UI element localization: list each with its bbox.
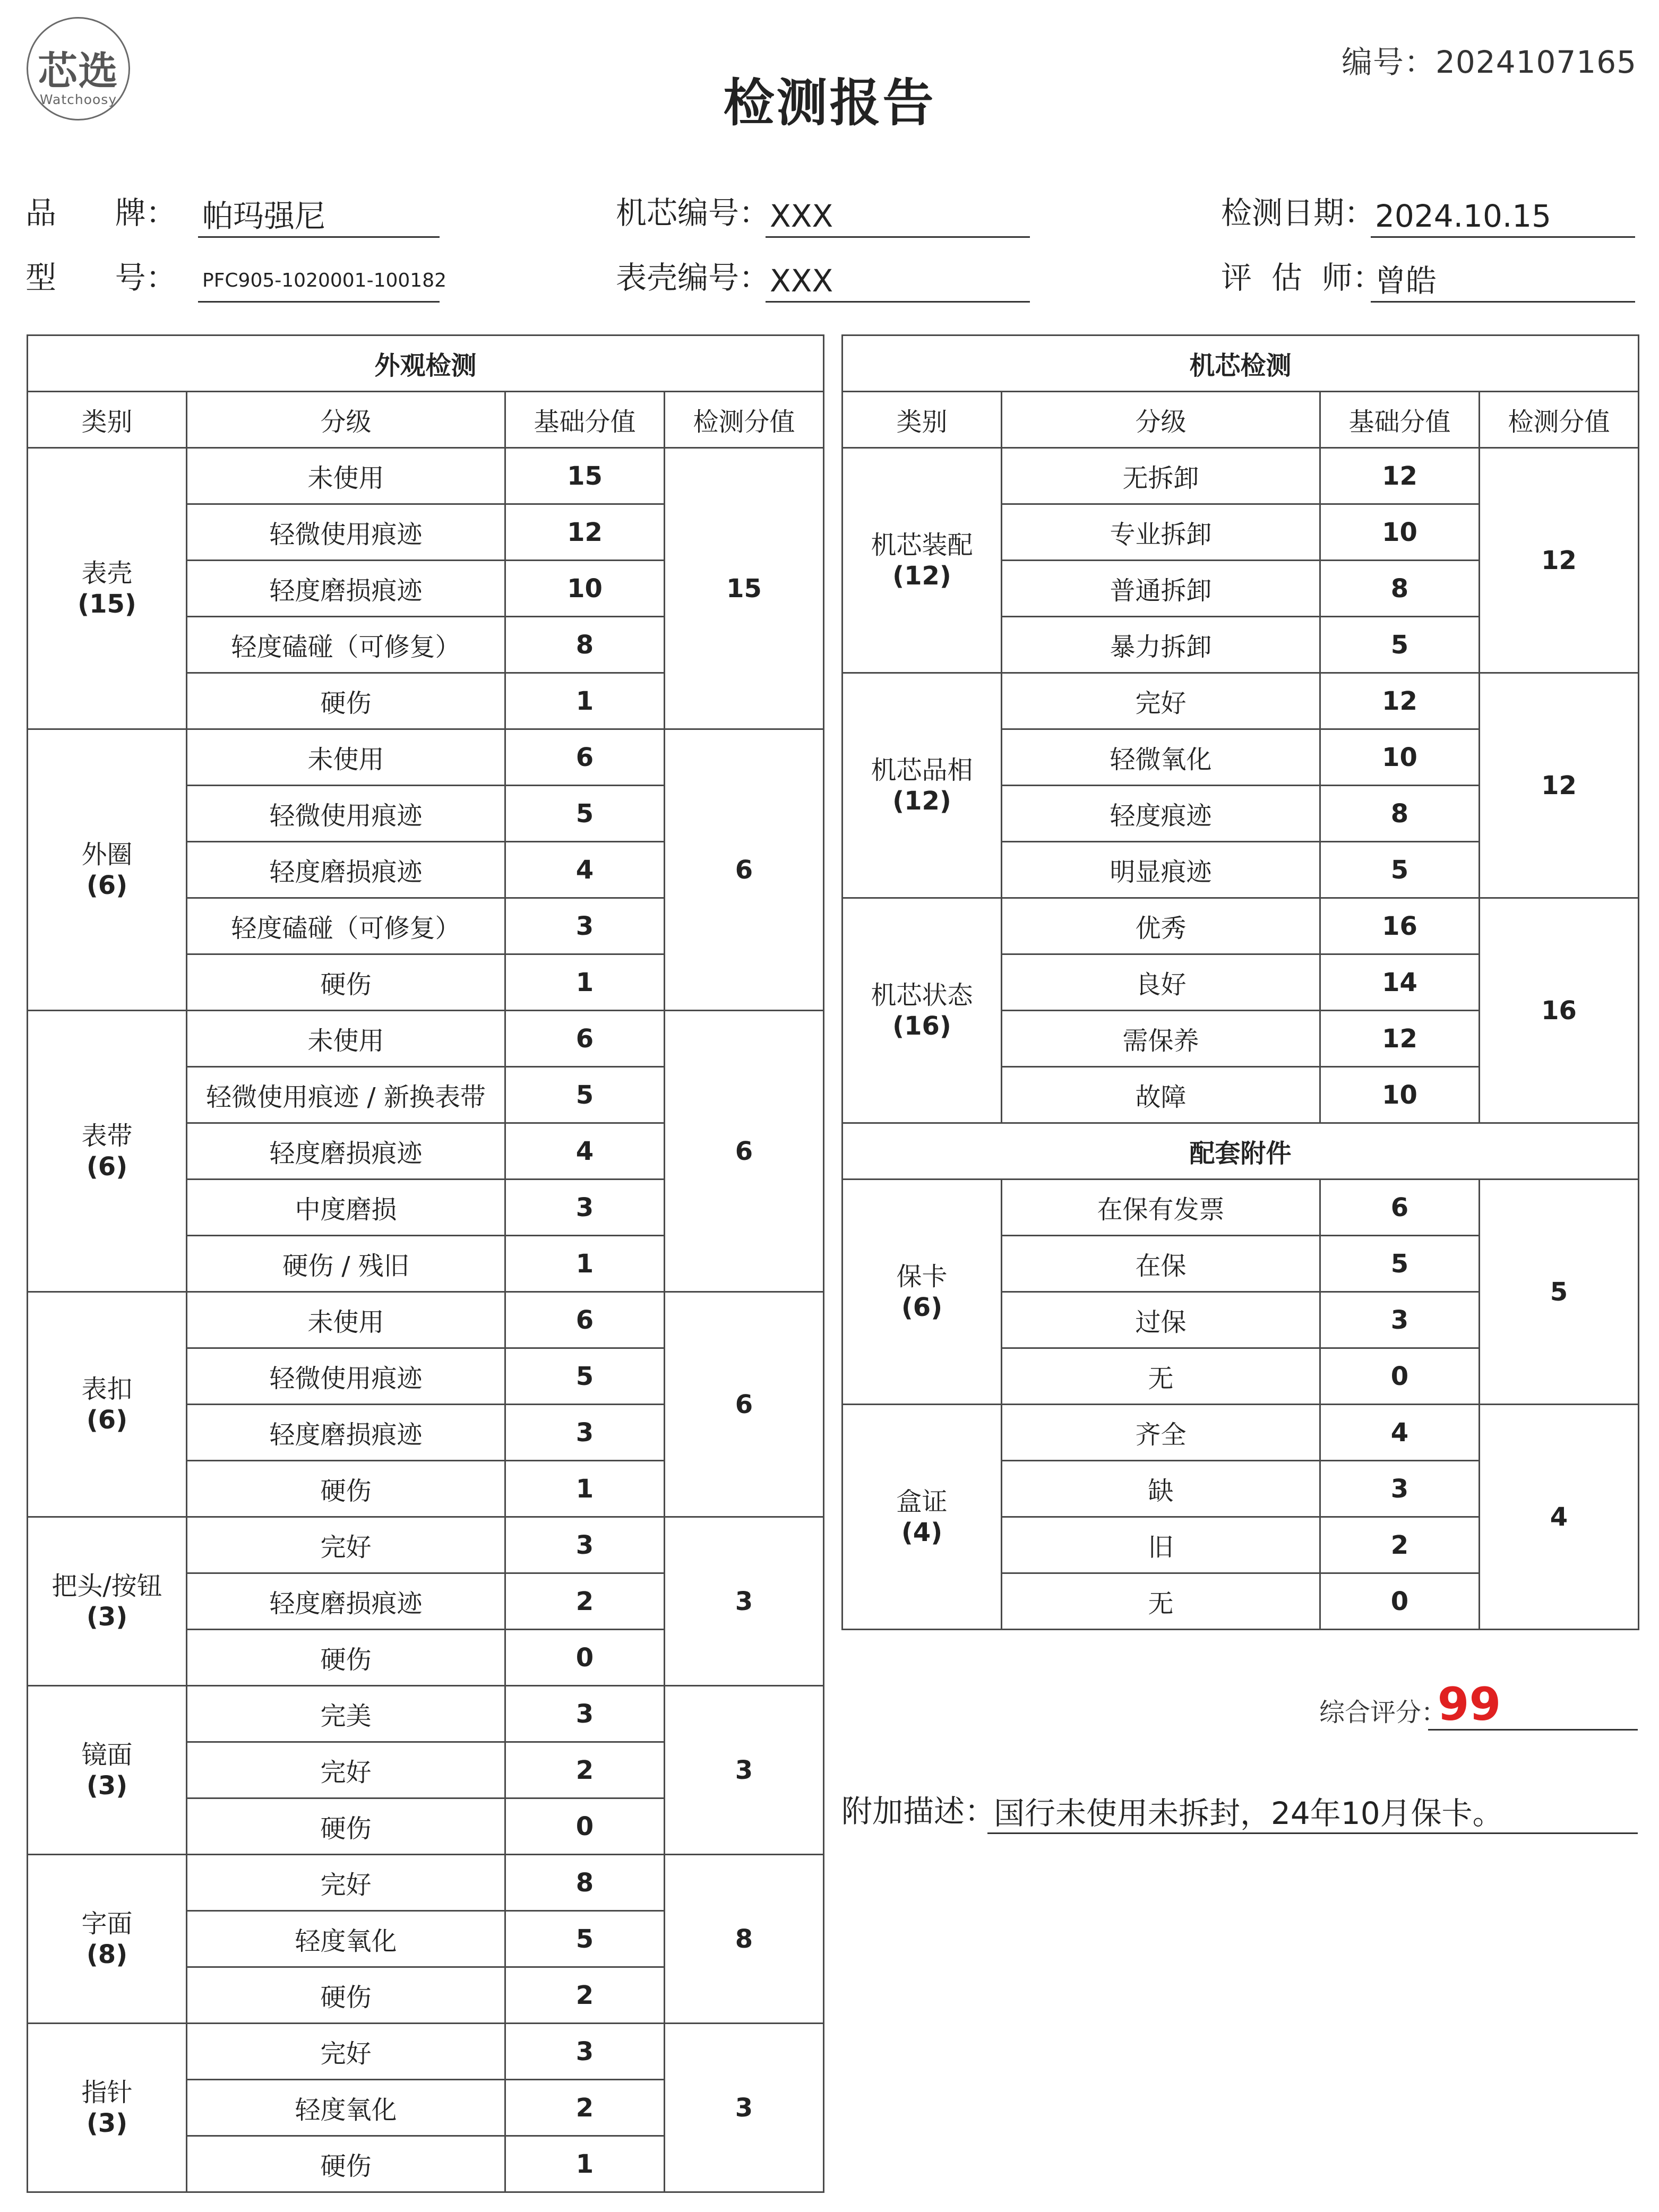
appraiser-field <box>1221 261 1635 304</box>
category-cell <box>28 1292 187 1517</box>
movement-no-label: 机芯编号： <box>616 195 770 231</box>
base-score-cell: 12 <box>1320 673 1480 729</box>
appraiser-value: 曾皓 <box>1371 263 1635 303</box>
base-score-cell: 0 <box>505 1798 665 1855</box>
grade-cell: 专业拆卸 <box>1002 504 1320 561</box>
category-points: (6) <box>86 1405 128 1435</box>
case-no-field <box>616 261 1030 304</box>
base-score-cell: 10 <box>1320 504 1480 561</box>
base-score-cell: 3 <box>505 2024 665 2080</box>
base-score-cell: 10 <box>505 561 665 617</box>
brand-field <box>25 196 440 239</box>
base-score-cell: 8 <box>505 1855 665 1911</box>
table-row <box>843 1405 1639 1461</box>
category-cell <box>28 1686 187 1855</box>
date-value: 2024.10.15 <box>1371 199 1635 238</box>
grade-cell: 轻度磨损痕迹 <box>187 1405 505 1461</box>
grade-cell: 轻微使用痕迹 <box>187 504 505 561</box>
detected-score-cell: 12 <box>1480 673 1639 898</box>
column-header-row <box>28 392 824 448</box>
category-points: (15) <box>78 589 136 619</box>
column-header-row <box>843 392 1639 448</box>
description-value: 国行未使用未拆封，24年10月保卡。 <box>987 1794 1638 1834</box>
category-cell <box>843 448 1002 673</box>
section-header-row <box>843 335 1639 392</box>
grade-cell: 完美 <box>187 1686 505 1742</box>
category-cell <box>843 898 1002 1123</box>
description-label: 附加描述： <box>841 1793 996 1829</box>
base-score-cell: 5 <box>1320 842 1480 898</box>
column-header-score: 检测分值 <box>1480 392 1639 448</box>
grade-cell: 硬伤 <box>187 954 505 1011</box>
base-score-cell: 12 <box>1320 448 1480 504</box>
category-cell <box>843 1180 1002 1405</box>
category-name: 字面 <box>81 1908 133 1939</box>
base-score-cell: 3 <box>505 898 665 954</box>
appraiser-label: 评 估 师： <box>1221 260 1383 296</box>
table-row <box>28 1517 824 1573</box>
category-cell <box>28 729 187 1011</box>
grade-cell: 中度磨损 <box>187 1180 505 1236</box>
category-cell <box>843 1405 1002 1630</box>
category-points: (12) <box>892 786 951 816</box>
category-points: (4) <box>901 1517 943 1547</box>
column-header-base: 基础分值 <box>505 392 665 448</box>
grade-cell: 故障 <box>1002 1067 1320 1123</box>
grade-cell: 在保 <box>1002 1236 1320 1292</box>
grade-cell: 轻度磕碰（可修复） <box>187 617 505 673</box>
section-title: 配套附件 <box>843 1123 1639 1180</box>
category-cell <box>843 673 1002 898</box>
grade-cell: 轻微氧化 <box>1002 729 1320 786</box>
detected-score-cell: 3 <box>665 2024 824 2192</box>
grade-cell: 硬伤 <box>187 1967 505 2024</box>
model-value: PFC905-1020001-100182 <box>198 263 440 303</box>
category-points: (8) <box>86 1939 128 1969</box>
category-cell <box>28 1011 187 1292</box>
table-row <box>843 673 1639 729</box>
grade-cell: 需保养 <box>1002 1011 1320 1067</box>
category-name: 表壳 <box>81 558 133 588</box>
base-score-cell: 12 <box>505 504 665 561</box>
base-score-cell: 2 <box>505 1967 665 2024</box>
grade-cell: 完好 <box>187 1855 505 1911</box>
base-score-cell: 1 <box>505 954 665 1011</box>
base-score-cell: 0 <box>505 1630 665 1686</box>
base-score-cell: 2 <box>1320 1517 1480 1573</box>
model-label: 型 号： <box>25 260 177 296</box>
grade-cell: 过保 <box>1002 1292 1320 1348</box>
grade-cell: 轻微使用痕迹 <box>187 786 505 842</box>
base-score-cell: 4 <box>1320 1405 1480 1461</box>
category-points: (6) <box>86 870 128 900</box>
column-header-base: 基础分值 <box>1320 392 1480 448</box>
category-cell <box>28 1855 187 2024</box>
base-score-cell: 1 <box>505 673 665 729</box>
base-score-cell: 15 <box>505 448 665 504</box>
category-points: (6) <box>86 1151 128 1182</box>
grade-cell: 硬伤 <box>187 1461 505 1517</box>
table-row <box>28 1686 824 1742</box>
detected-score-cell: 5 <box>1480 1180 1639 1405</box>
base-score-cell: 3 <box>505 1405 665 1461</box>
category-name: 指针 <box>81 2077 133 2107</box>
grade-cell: 在保有发票 <box>1002 1180 1320 1236</box>
detected-score-cell: 12 <box>1480 448 1639 673</box>
appearance-table <box>27 334 824 2193</box>
grade-cell: 无拆卸 <box>1002 448 1320 504</box>
base-score-cell: 3 <box>505 1686 665 1742</box>
column-header-category: 类别 <box>843 392 1002 448</box>
grade-cell: 硬伤 <box>187 1630 505 1686</box>
category-name: 机芯装配 <box>871 530 973 560</box>
base-score-cell: 8 <box>505 617 665 673</box>
grade-cell: 齐全 <box>1002 1405 1320 1461</box>
table-row <box>28 1855 824 1911</box>
base-score-cell: 10 <box>1320 729 1480 786</box>
category-name: 表扣 <box>81 1374 133 1404</box>
table-row <box>843 898 1639 954</box>
category-points: (3) <box>86 2108 128 2138</box>
grade-cell: 硬伤 / 残旧 <box>187 1236 505 1292</box>
base-score-cell: 3 <box>1320 1461 1480 1517</box>
base-score-cell: 1 <box>505 1236 665 1292</box>
category-name: 外圈 <box>81 839 133 870</box>
section-title: 外观检测 <box>28 335 824 392</box>
table-row <box>843 1180 1639 1236</box>
base-score-cell: 5 <box>505 1348 665 1405</box>
base-score-cell: 6 <box>1320 1180 1480 1236</box>
category-name: 表带 <box>81 1121 133 1151</box>
table-row <box>28 1292 824 1348</box>
grade-cell: 缺 <box>1002 1461 1320 1517</box>
grade-cell: 优秀 <box>1002 898 1320 954</box>
base-score-cell: 5 <box>505 786 665 842</box>
grade-cell: 旧 <box>1002 1517 1320 1573</box>
grade-cell: 轻度磨损痕迹 <box>187 842 505 898</box>
date-label: 检测日期： <box>1221 195 1376 231</box>
grade-cell: 未使用 <box>187 1292 505 1348</box>
base-score-cell: 5 <box>1320 617 1480 673</box>
base-score-cell: 4 <box>505 1123 665 1180</box>
table-row <box>28 2024 824 2080</box>
additional-description <box>841 1786 1638 1834</box>
base-score-cell: 8 <box>1320 561 1480 617</box>
grade-cell: 完好 <box>1002 673 1320 729</box>
grade-cell: 无 <box>1002 1573 1320 1630</box>
grade-cell: 轻度痕迹 <box>1002 786 1320 842</box>
category-name: 保卡 <box>896 1261 948 1292</box>
grade-cell: 无 <box>1002 1348 1320 1405</box>
base-score-cell: 3 <box>505 1180 665 1236</box>
page-title: 检测报告 <box>723 73 936 133</box>
detected-score-cell: 8 <box>665 1855 824 2024</box>
grade-cell: 良好 <box>1002 954 1320 1011</box>
grade-cell: 轻度磨损痕迹 <box>187 1123 505 1180</box>
grade-cell: 完好 <box>187 1742 505 1798</box>
overall-score <box>844 1678 1638 1735</box>
section-title: 机芯检测 <box>843 335 1639 392</box>
grade-cell: 硬伤 <box>187 673 505 729</box>
base-score-cell: 6 <box>505 1292 665 1348</box>
table-row <box>28 729 824 786</box>
grade-cell: 轻度磨损痕迹 <box>187 1573 505 1630</box>
base-score-cell: 6 <box>505 729 665 786</box>
category-points: (3) <box>86 1602 128 1632</box>
category-points: (12) <box>892 561 951 591</box>
grade-cell: 未使用 <box>187 1011 505 1067</box>
base-score-cell: 0 <box>1320 1573 1480 1630</box>
brand-value: 帕玛强尼 <box>198 199 440 238</box>
grade-cell: 硬伤 <box>187 2136 505 2192</box>
logo-text: 芯选 <box>38 48 119 94</box>
grade-cell: 轻微使用痕迹 <box>187 1348 505 1405</box>
report-number <box>1342 37 1637 82</box>
grade-cell: 普通拆卸 <box>1002 561 1320 617</box>
date-field <box>1221 196 1635 239</box>
case-no-label: 表壳编号： <box>616 260 770 296</box>
grade-cell: 轻度磕碰（可修复） <box>187 898 505 954</box>
detected-score-cell: 16 <box>1480 898 1639 1123</box>
base-score-cell: 16 <box>1320 898 1480 954</box>
table-row <box>28 1011 824 1067</box>
category-name: 把头/按钮 <box>51 1571 162 1601</box>
movement-no-value: XXX <box>766 199 1030 238</box>
column-header-grade: 分级 <box>1002 392 1320 448</box>
base-score-cell: 0 <box>1320 1348 1480 1405</box>
base-score-cell: 6 <box>505 1011 665 1067</box>
base-score-cell: 3 <box>1320 1292 1480 1348</box>
base-score-cell: 3 <box>505 1517 665 1573</box>
category-name: 镜面 <box>81 1740 133 1770</box>
grade-cell: 轻度氧化 <box>187 2080 505 2136</box>
brand-label: 品 牌： <box>25 195 177 231</box>
logo-subtext: Watchoosy <box>39 92 117 107</box>
category-cell <box>28 448 187 729</box>
category-points: (16) <box>892 1011 951 1041</box>
category-points: (6) <box>901 1292 943 1322</box>
movement-table <box>841 334 1639 1630</box>
base-score-cell: 1 <box>505 2136 665 2192</box>
category-name: 盒证 <box>896 1486 948 1517</box>
base-score-cell: 2 <box>505 1573 665 1630</box>
detected-score-cell: 3 <box>665 1686 824 1855</box>
detected-score-cell: 15 <box>665 448 824 729</box>
grade-cell: 轻度磨损痕迹 <box>187 561 505 617</box>
section-header-row <box>28 335 824 392</box>
grade-cell: 硬伤 <box>187 1798 505 1855</box>
table-row <box>28 448 824 504</box>
detected-score-cell: 6 <box>665 1011 824 1292</box>
base-score-cell: 14 <box>1320 954 1480 1011</box>
category-cell <box>28 2024 187 2192</box>
section-header-row <box>843 1123 1639 1180</box>
column-header-grade: 分级 <box>187 392 505 448</box>
base-score-cell: 5 <box>1320 1236 1480 1292</box>
base-score-cell: 4 <box>505 842 665 898</box>
grade-cell: 暴力拆卸 <box>1002 617 1320 673</box>
category-name: 机芯状态 <box>871 980 973 1010</box>
grade-cell: 未使用 <box>187 729 505 786</box>
base-score-cell: 2 <box>505 2080 665 2136</box>
grade-cell: 轻度氧化 <box>187 1911 505 1967</box>
movement-no-field <box>616 196 1030 239</box>
overall-score-label: 综合评分： <box>1319 1698 1447 1727</box>
detected-score-cell: 3 <box>665 1517 824 1686</box>
column-header-score: 检测分值 <box>665 392 824 448</box>
table-row <box>843 448 1639 504</box>
grade-cell: 轻微使用痕迹 / 新换表带 <box>187 1067 505 1123</box>
base-score-cell: 8 <box>1320 786 1480 842</box>
grade-cell: 完好 <box>187 2024 505 2080</box>
base-score-cell: 2 <box>505 1742 665 1798</box>
grade-cell: 未使用 <box>187 448 505 504</box>
category-name: 机芯品相 <box>871 755 973 785</box>
detected-score-cell: 6 <box>665 729 824 1011</box>
category-cell <box>28 1517 187 1686</box>
grade-cell: 完好 <box>187 1517 505 1573</box>
detected-score-cell: 4 <box>1480 1405 1639 1630</box>
base-score-cell: 10 <box>1320 1067 1480 1123</box>
base-score-cell: 12 <box>1320 1011 1480 1067</box>
report-number-value: 2024107165 <box>1435 44 1637 80</box>
model-field <box>25 260 447 304</box>
base-score-cell: 5 <box>505 1911 665 1967</box>
case-no-value: XXX <box>766 263 1030 303</box>
column-header-category: 类别 <box>28 392 187 448</box>
base-score-cell: 1 <box>505 1461 665 1517</box>
report-number-label: 编号： <box>1341 44 1435 80</box>
grade-cell: 明显痕迹 <box>1002 842 1320 898</box>
overall-score-value: 99 <box>1428 1680 1638 1731</box>
base-score-cell: 5 <box>505 1067 665 1123</box>
category-points: (3) <box>86 1770 128 1801</box>
detected-score-cell: 6 <box>665 1292 824 1517</box>
